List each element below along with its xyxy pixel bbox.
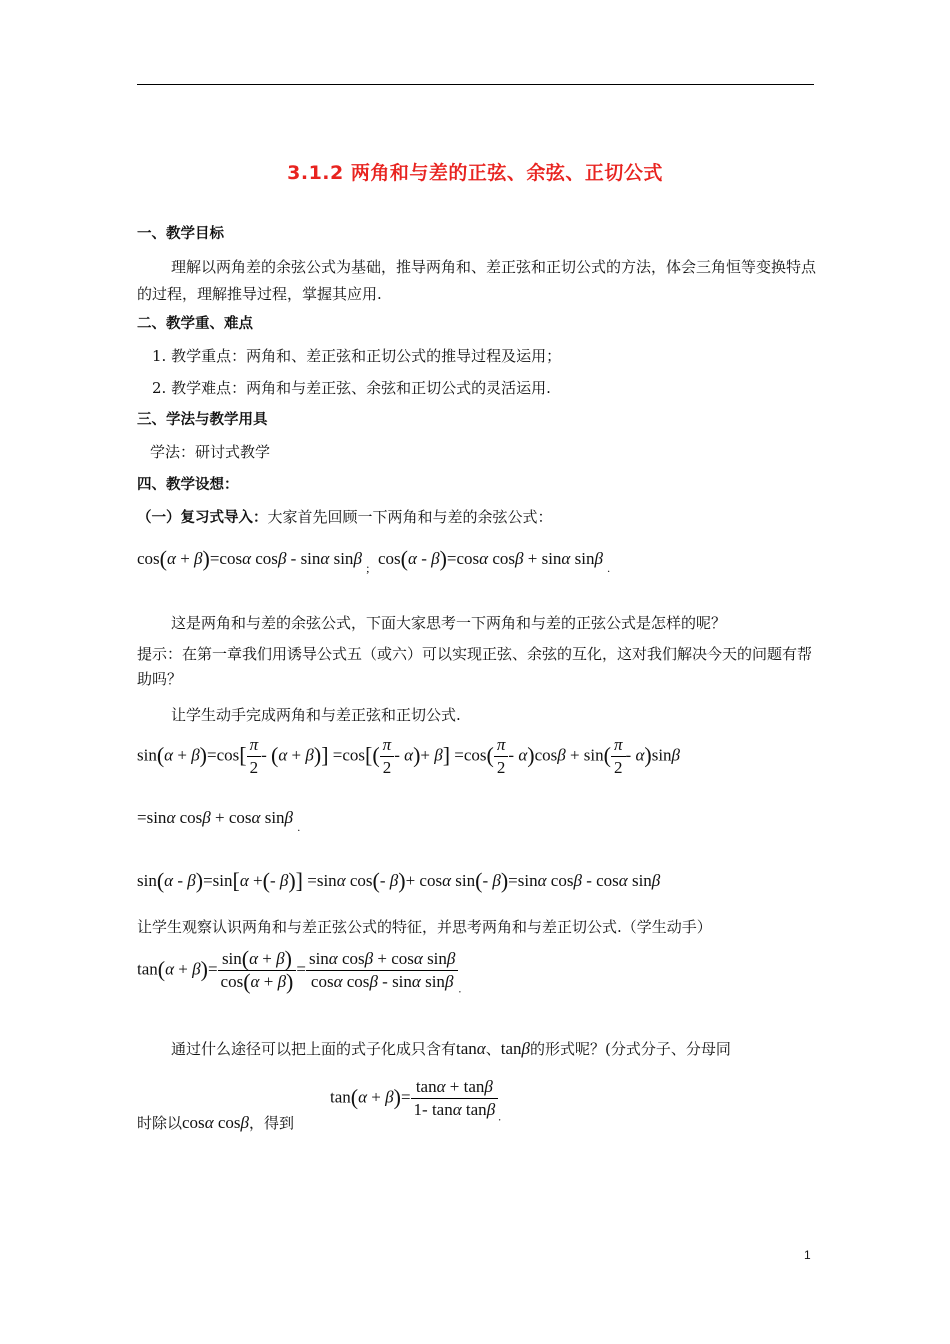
observe-text: 让学生观察认识两角和与差正弦公式的特征，并思考两角和与差正切公式.（学生动手） (137, 918, 712, 936)
section-heading-objectives: 一、教学目标 (137, 226, 224, 242)
student-task-text: 让学生动手完成两角和与差正弦和正切公式. (171, 706, 461, 724)
section-heading-methods: 三、学法与教学用具 (137, 412, 268, 428)
review-intro-text: 大家首先回顾一下两角和与差的余弦公式： (267, 508, 553, 526)
keypoint-item-1: 1. 教学重点：两角和、差正弦和正切公式的推导过程及运用； (152, 347, 562, 365)
page-title: 3.1.2 两角和与差的正弦、余弦、正切公式 (287, 162, 663, 184)
how-question-prefix: 通过什么途径可以把上面的式子化成只含有 (171, 1040, 457, 1058)
formula-sin-sum-result: =sinα cosβ + cosα sinβ $_.$ (137, 808, 301, 834)
objectives-text: 理解以两角差的余弦公式为基础，推导两角和、差正弦和正切公式的方法，体会三角恒等变换特点的过程，理解推导过程，掌握其应用. (137, 258, 817, 303)
review-intro-label: （一）复习式导入： (137, 510, 268, 526)
section-heading-design: 四、教学设想： (137, 477, 239, 493)
sine-question-text: 这是两角和与差的余弦公式，下面大家思考一下两角和与差的正弦公式是怎样的呢？ (171, 614, 727, 632)
formula-tan-sum-ratio: tan(α + β)= $\frac{\sin(\alpha + \beta)}{\cos(\alpha + \beta)}$ = $\frac{\text{sinα cosβ + cosα sinβ}}{\text{cosα cosβ - sinα sinβ}}$ $_.$ (137, 946, 462, 996)
formula-sin-sum-derivation: sin(α + β)=cos[ $\frac{\pi}{2}$ - (α + β)] =cos[( $\frac{\pi}{2}$ - α)+ β] =cos( $\frac{\pi}{2}$ - α)cosβ + sin( $\frac{\pi}{2}$ - α)sinβ (137, 735, 681, 777)
how-question-suffix: 的形式呢？(分式分子、分母同 (530, 1040, 731, 1058)
how-question-sep: 、 (485, 1040, 501, 1058)
divide-text: 时除以cosα cosβ，得到 (137, 1113, 295, 1132)
divide-mid: ，得到 (249, 1114, 295, 1132)
methods-text: 学法：研讨式教学 (150, 443, 271, 461)
formula-cos-sum-diff: cos(α + β)=cosα cosβ - sinα sinβ $_;$ cos(α - β)=cosα cosβ + sinα sinβ $_.$ (137, 546, 611, 575)
section-heading-keypoints: 二、教学重、难点 (137, 316, 253, 332)
how-question: 通过什么途径可以把上面的式子化成只含有tanα、tanβ的形式呢？(分式分子、分母同 (171, 1039, 731, 1058)
page-number: 1 (804, 1248, 811, 1262)
header-rule (137, 84, 814, 85)
review-intro (137, 504, 817, 531)
keypoint-item-2: 2. 教学难点：两角和与差正弦、余弦和正切公式的灵活运用. (152, 379, 551, 397)
formula-sin-diff-derivation: sin(α - β)=sin[α +(- β)] =sinα cos(- β)+ cosα sin(- β)=sinα cosβ - cosα sinβ (137, 868, 661, 893)
divide-prefix: 时除以 (137, 1114, 183, 1132)
formula-tan-sum-final: tan(α + β)= $\frac{\tan\alpha + \tan\beta}{\text{1- tanα tanβ}}$ $_.$ (330, 1077, 502, 1124)
hint-text: 提示：在第一章我们用诱导公式五（或六）可以实现正弦、余弦的互化，这对我们解决今天的问题有帮助吗？ (137, 645, 813, 688)
